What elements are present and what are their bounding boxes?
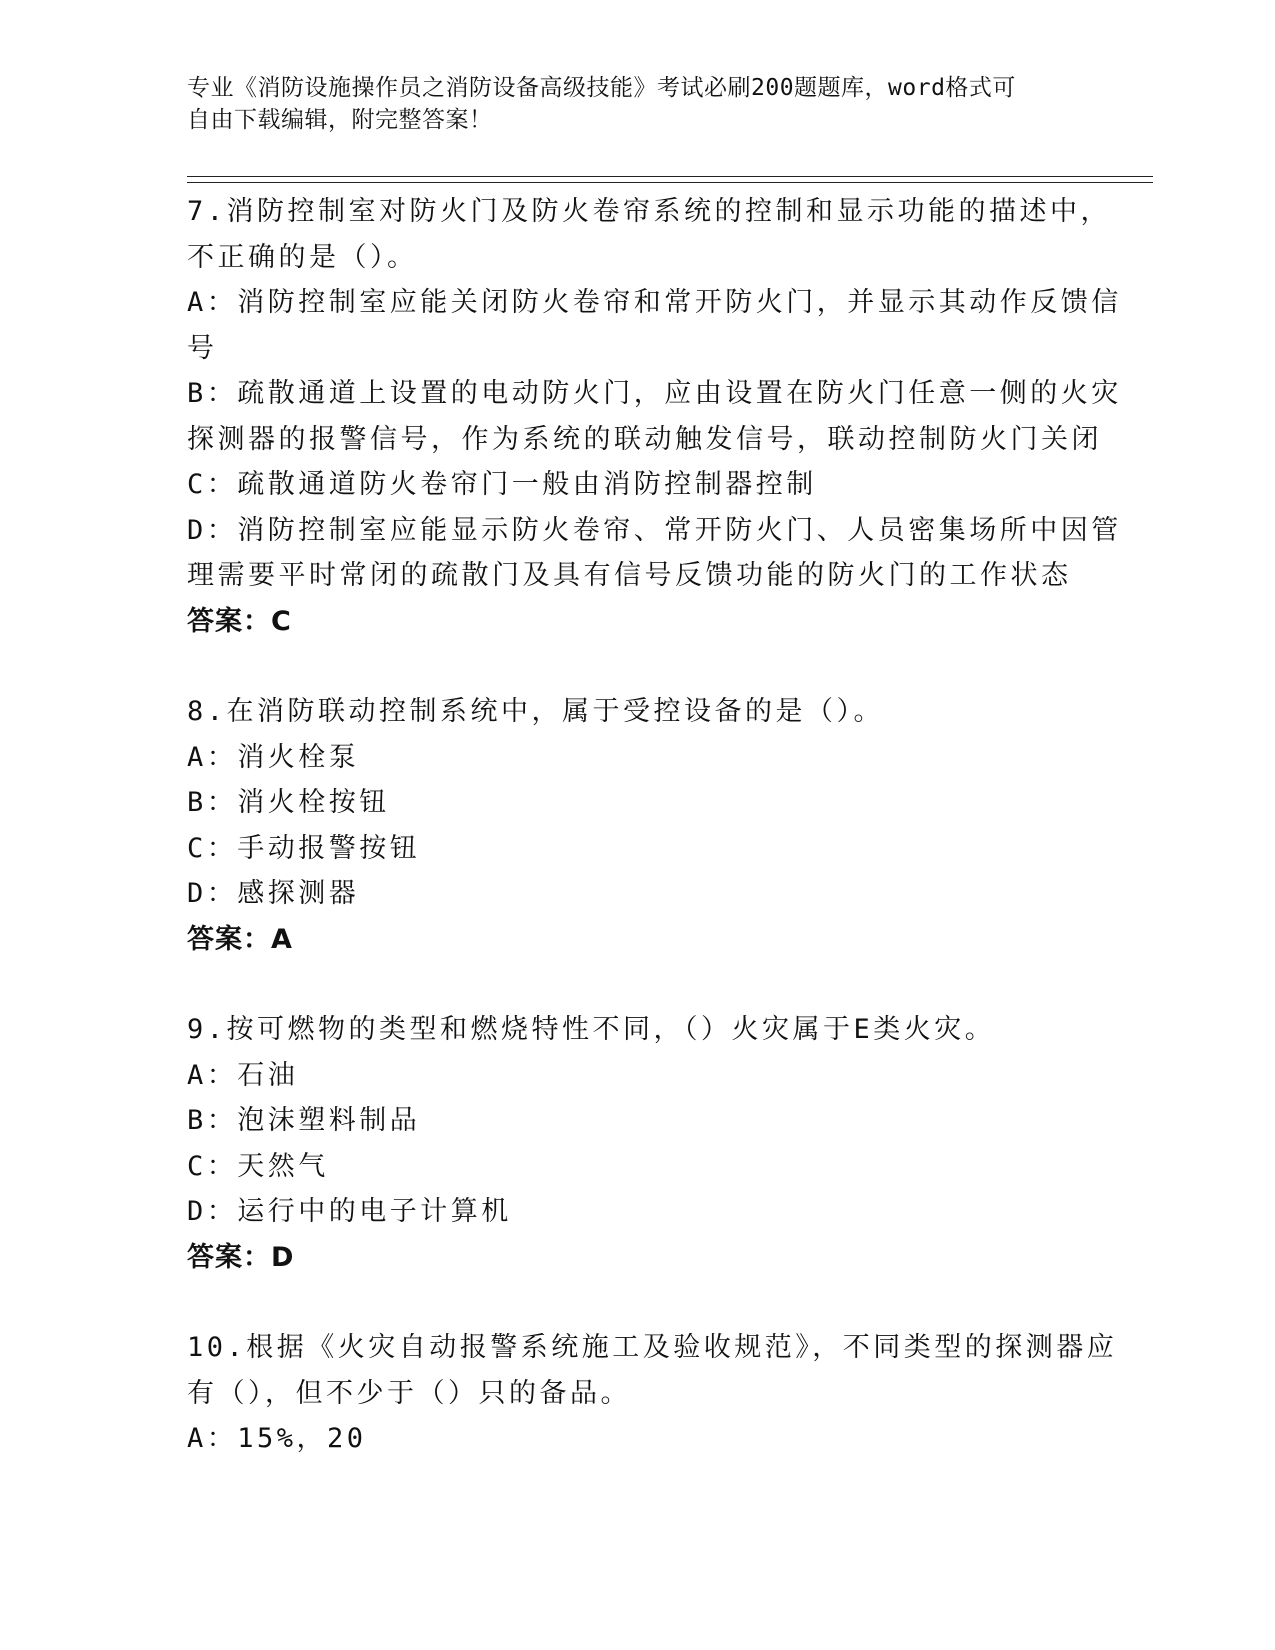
option-a-cont: 号 <box>187 332 218 364</box>
option-d: D：运行中的电子计算机 <box>187 1196 512 1227</box>
question-stem-cont: 不正确的是（）。 <box>187 241 418 273</box>
option-c: C：疏散通道防火卷帘门一般由消防控制器控制 <box>187 469 817 500</box>
answer-label: 答案：C <box>187 605 292 637</box>
option-d-cont: 理需要平时常闭的疏散门及具有信号反馈功能的防火门的工作状态 <box>187 560 1072 591</box>
question-stem-cont: 有（），但不少于（）只的备品。 <box>187 1377 631 1409</box>
option-b: B：消火栓按钮 <box>187 787 390 818</box>
option-b: B：泡沫塑料制品 <box>187 1105 421 1136</box>
header-divider-top <box>187 176 1153 177</box>
option-a: A：石油 <box>187 1059 299 1091</box>
question-10 <box>187 1325 1118 1462</box>
option-b-cont: 探测器的报警信号，作为系统的联动触发信号，联动控制防火门关闭 <box>187 423 1102 455</box>
option-c: C：手动报警按钮 <box>187 832 421 864</box>
document-header <box>187 72 1067 136</box>
option-a: A：消防控制室应能关闭防火卷帘和常开防火门，并显示其动作反馈信 <box>187 287 1122 318</box>
question-8 <box>187 689 1087 962</box>
option-b: B：疏散通道上设置的电动防火门，应由设置在防火门任意一侧的火灾 <box>187 378 1122 409</box>
header-line-1: 专业《消防设施操作员之消防设备高级技能》考试必刷200题题库，word格式可 <box>187 75 1016 101</box>
option-c: C：天然气 <box>187 1150 329 1182</box>
option-d: D：感探测器 <box>187 878 360 909</box>
option-d: D：消防控制室应能显示防火卷帘、常开防火门、人员密集场所中因管 <box>187 514 1122 546</box>
option-a: A：消火栓泵 <box>187 741 360 773</box>
question-stem: 8.在消防联动控制系统中，属于受控设备的是（）。 <box>187 696 885 727</box>
answer-label: 答案：D <box>187 1241 295 1273</box>
question-stem: 7.消防控制室对防火门及防火卷帘系统的控制和显示功能的描述中， <box>187 196 1112 227</box>
header-line-2: 自由下载编辑，附完整答案！ <box>187 107 493 133</box>
header-divider-bottom <box>187 182 1153 183</box>
option-a: A：15%，20 <box>187 1423 367 1454</box>
question-stem: 10.根据《火灾自动报警系统施工及验收规范》，不同类型的探测器应 <box>187 1332 1118 1363</box>
answer-label: 答案：A <box>187 923 293 955</box>
question-list <box>187 189 1122 1507</box>
question-stem: 9.按可燃物的类型和燃烧特性不同，（）火灾属于E类火灾。 <box>187 1014 996 1045</box>
question-9 <box>187 1007 1087 1280</box>
question-7 <box>187 189 1122 644</box>
